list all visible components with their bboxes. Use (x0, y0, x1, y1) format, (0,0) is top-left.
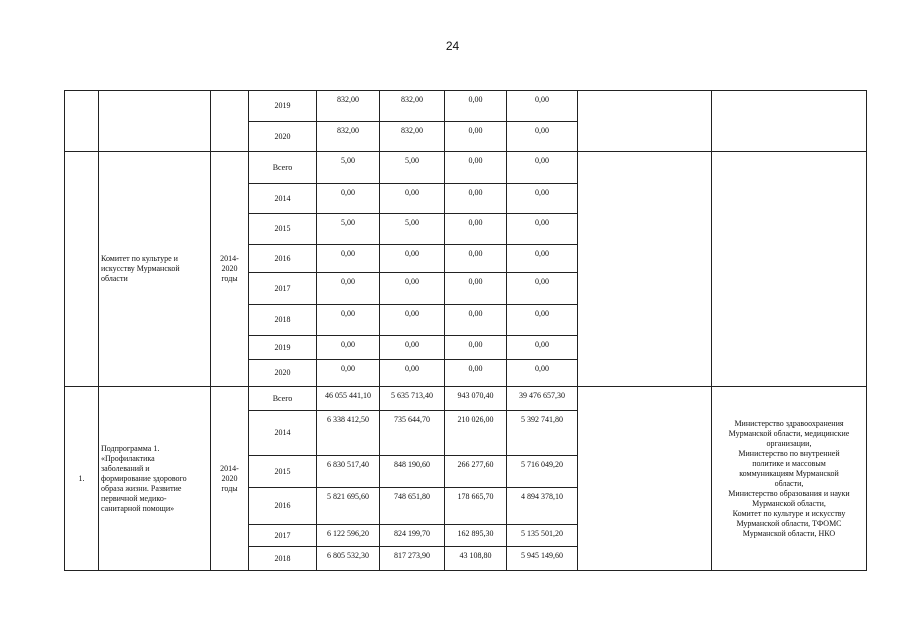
executor-cell (712, 152, 867, 387)
value-cell: 39 476 657,30 (507, 387, 578, 411)
value-cell: 5 135 501,20 (507, 525, 578, 547)
number-cell (65, 152, 99, 387)
value-cell: 0,00 (380, 273, 445, 305)
value-cell: 0,00 (445, 184, 507, 214)
subprogram-name-line: санитарной помощи» (101, 503, 175, 513)
value-cell: 943 070,40 (445, 387, 507, 411)
total-cell: 832,00 (317, 122, 380, 152)
value-cell: 0,00 (380, 336, 445, 360)
total-cell: 46 055 441,10 (317, 387, 380, 411)
value-cell: 0,00 (445, 214, 507, 245)
value-cell: 735 644,70 (380, 411, 445, 456)
value-cell: 824 199,70 (380, 525, 445, 547)
total-cell: 6 338 412,50 (317, 411, 380, 456)
executor-line: Мурманской области, медицинские (728, 428, 850, 438)
value-cell: 0,00 (507, 91, 578, 122)
total-cell: 0,00 (317, 360, 380, 387)
total-cell: 0,00 (317, 245, 380, 273)
year-cell: 2018 (249, 305, 317, 336)
total-cell: 0,00 (317, 273, 380, 305)
total-cell: 6 122 596,20 (317, 525, 380, 547)
value-cell: 43 108,80 (445, 547, 507, 571)
value-cell: 5 716 049,20 (507, 456, 578, 488)
value-cell: 0,00 (445, 122, 507, 152)
executor-line: политике и массовым (752, 458, 826, 468)
year-cell: 2020 (249, 360, 317, 387)
total-cell: 0,00 (317, 336, 380, 360)
subprogram-name-line: формирование здорового (101, 473, 187, 483)
table-row (65, 152, 867, 184)
executor-line: Министерство здравоохранения (734, 418, 844, 428)
value-cell: 0,00 (445, 91, 507, 122)
year-cell: 2019 (249, 336, 317, 360)
value-cell: 4 894 378,10 (507, 488, 578, 525)
subprogram-name-line: заболеваний и (101, 463, 150, 473)
value-cell: 832,00 (380, 122, 445, 152)
value-cell: 0,00 (507, 245, 578, 273)
executor-line: области, (774, 478, 804, 488)
value-cell: 162 895,30 (445, 525, 507, 547)
table-row (65, 387, 867, 411)
value-cell: 5 635 713,40 (380, 387, 445, 411)
year-cell: 2017 (249, 273, 317, 305)
subprogram-name-line: первичной медико- (101, 493, 167, 503)
value-cell: 0,00 (380, 245, 445, 273)
total-cell: 5,00 (317, 214, 380, 245)
number-cell (65, 91, 99, 152)
executor-line: Мурманской области, НКО (742, 528, 836, 538)
value-cell: 0,00 (507, 305, 578, 336)
period-line: годы (221, 274, 238, 283)
value-cell: 0,00 (507, 184, 578, 214)
value-cell: 0,00 (507, 360, 578, 387)
total-cell: 5,00 (317, 152, 380, 184)
year-cell: 2016 (249, 488, 317, 525)
value-cell: 0,00 (445, 305, 507, 336)
executor-line: Мурманской области, (752, 498, 826, 508)
value-cell: 0,00 (507, 214, 578, 245)
value-cell: 5 392 741,80 (507, 411, 578, 456)
value-cell: 178 665,70 (445, 488, 507, 525)
value-cell: 5,00 (380, 214, 445, 245)
executor-cell (712, 91, 867, 152)
year-cell: 2020 (249, 122, 317, 152)
total-cell: 6 805 532,30 (317, 547, 380, 571)
period-line: 2020 (221, 473, 238, 483)
value-cell: 210 026,00 (445, 411, 507, 456)
total-cell: 832,00 (317, 91, 380, 122)
period-line: 2014- (220, 463, 239, 473)
value-cell: 0,00 (507, 336, 578, 360)
total-cell: 0,00 (317, 305, 380, 336)
value-cell: 0,00 (507, 152, 578, 184)
executor-line: Комитет по культуре и искусству (732, 508, 846, 518)
subprogram-name-line: «Профилактика (101, 453, 155, 463)
period-cell (211, 152, 249, 387)
financing-table (64, 90, 867, 571)
value-cell: 0,00 (380, 305, 445, 336)
value-cell: 0,00 (445, 360, 507, 387)
year-cell: 2015 (249, 456, 317, 488)
subprogram-number: 1. (65, 387, 99, 571)
period-line: 2020 (221, 264, 238, 273)
subprogram-name-line: образа жизни. Развитие (101, 483, 182, 493)
year-cell: 2019 (249, 91, 317, 122)
period-cell (211, 91, 249, 152)
period-cell (211, 387, 249, 571)
indicator-cell (578, 152, 712, 387)
executor-line: Мурманской области, ТФОМС (736, 518, 842, 528)
value-cell: 848 190,60 (380, 456, 445, 488)
total-cell: 6 830 517,40 (317, 456, 380, 488)
year-cell: 2014 (249, 411, 317, 456)
value-cell: 817 273,90 (380, 547, 445, 571)
value-cell: 0,00 (445, 152, 507, 184)
indicator-cell (578, 387, 712, 571)
executor-name-cell: Комитет по культуре и искусству Мурманской области (99, 152, 211, 387)
value-cell: 832,00 (380, 91, 445, 122)
value-cell: 0,00 (380, 184, 445, 214)
executor-line: коммуникациям Мурманской (739, 468, 839, 478)
name-cell (99, 91, 211, 152)
subprogram-name-cell (99, 387, 211, 571)
page-number: 24 (445, 39, 460, 53)
year-cell: Всего (249, 152, 317, 184)
value-cell: 0,00 (507, 122, 578, 152)
year-cell: 2017 (249, 525, 317, 547)
period-line: годы (221, 483, 238, 493)
value-cell: 0,00 (445, 273, 507, 305)
value-cell: 0,00 (507, 273, 578, 305)
period-line: 2014- (220, 254, 239, 263)
subprogram-name-line: Подпрограмма 1. (101, 443, 160, 453)
value-cell: 266 277,60 (445, 456, 507, 488)
value-cell: 0,00 (445, 336, 507, 360)
table-row (65, 91, 867, 122)
total-cell: 5 821 695,60 (317, 488, 380, 525)
year-cell: 2016 (249, 245, 317, 273)
executor-line: Министерство образования и науки (728, 488, 850, 498)
value-cell: 748 651,80 (380, 488, 445, 525)
executor-line: Министерство по внутренней (738, 448, 840, 458)
value-cell: 0,00 (445, 245, 507, 273)
value-cell: 0,00 (380, 360, 445, 387)
year-cell: 2014 (249, 184, 317, 214)
year-cell: 2015 (249, 214, 317, 245)
year-cell: 2018 (249, 547, 317, 571)
executors-cell (712, 387, 867, 571)
value-cell: 5,00 (380, 152, 445, 184)
value-cell: 5 945 149,60 (507, 547, 578, 571)
year-cell: Всего (249, 387, 317, 411)
total-cell: 0,00 (317, 184, 380, 214)
executor-line: организации, (766, 438, 812, 448)
indicator-cell (578, 91, 712, 152)
